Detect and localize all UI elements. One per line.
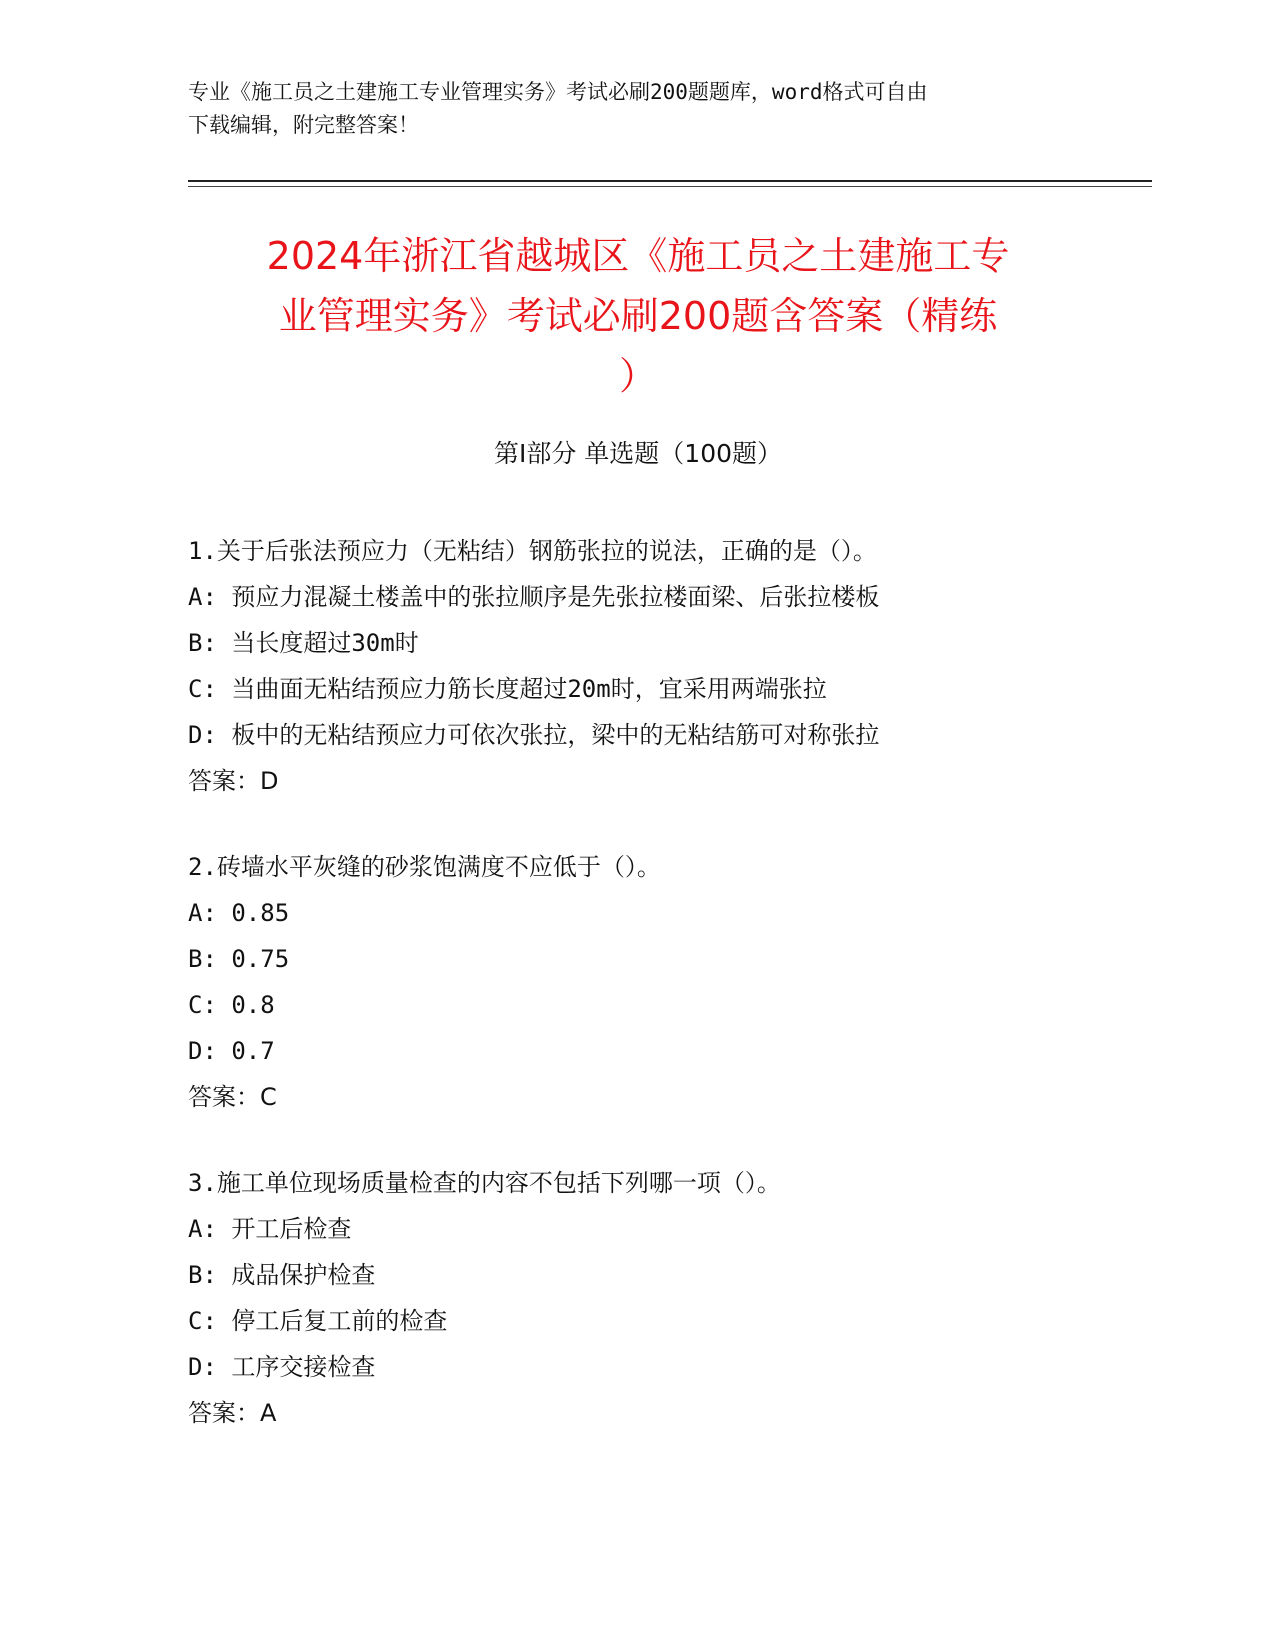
question-stem: 2.砖墙水平灰缝的砂浆饱满度不应低于（）。 xyxy=(188,853,661,881)
option-c: C: 停工后复工前的检查 xyxy=(188,1307,448,1335)
option-a: A: 0.85 xyxy=(188,899,290,927)
answer-line: 答案：D xyxy=(188,767,279,795)
option-a: A: 预应力混凝土楼盖中的张拉顺序是先张拉楼面梁、后张拉楼板 xyxy=(188,583,880,611)
question-item xyxy=(188,1160,1128,1436)
question-item xyxy=(188,528,1128,804)
option-b: B: 当长度超过30m时 xyxy=(188,629,419,657)
option-d: D: 板中的无粘结预应力可依次张拉，梁中的无粘结筋可对称张拉 xyxy=(188,721,880,749)
header-note xyxy=(188,76,1088,142)
document-title xyxy=(188,226,1088,406)
option-a: A: 开工后检查 xyxy=(188,1215,352,1243)
option-d: D: 0.7 xyxy=(188,1037,275,1065)
option-c: C: 0.8 xyxy=(188,991,275,1019)
answer-line: 答案：A xyxy=(188,1399,277,1427)
document-title-line: 2024年浙江省越城区《施工员之土建施工专 xyxy=(266,234,1010,278)
option-b: B: 成品保护检查 xyxy=(188,1261,376,1289)
question-stem: 3.施工单位现场质量检查的内容不包括下列哪一项（）。 xyxy=(188,1169,781,1197)
option-d: D: 工序交接检查 xyxy=(188,1353,376,1381)
section-title: 第Ⅰ部分 单选题（100题） xyxy=(493,439,783,468)
document-title-line: ） xyxy=(618,354,657,398)
header-divider-thin xyxy=(188,186,1152,187)
option-b: B: 0.75 xyxy=(188,945,290,973)
question-item xyxy=(188,844,1128,1120)
header-divider-thick xyxy=(188,180,1152,182)
question-list xyxy=(188,528,1128,1476)
document-title-line: 业管理实务》考试必刷200题含答案（精练 xyxy=(278,294,998,338)
option-c: C: 当曲面无粘结预应力筋长度超过20m时，宜采用两端张拉 xyxy=(188,675,827,703)
answer-line: 答案：C xyxy=(188,1083,277,1111)
header-note-line: 下载编辑，附完整答案！ xyxy=(188,113,419,137)
header-note-line: 专业《施工员之土建施工专业管理实务》考试必刷200题题库，word格式可自由 xyxy=(188,80,928,104)
question-stem: 1.关于后张法预应力（无粘结）钢筋张拉的说法，正确的是（）。 xyxy=(188,537,877,565)
